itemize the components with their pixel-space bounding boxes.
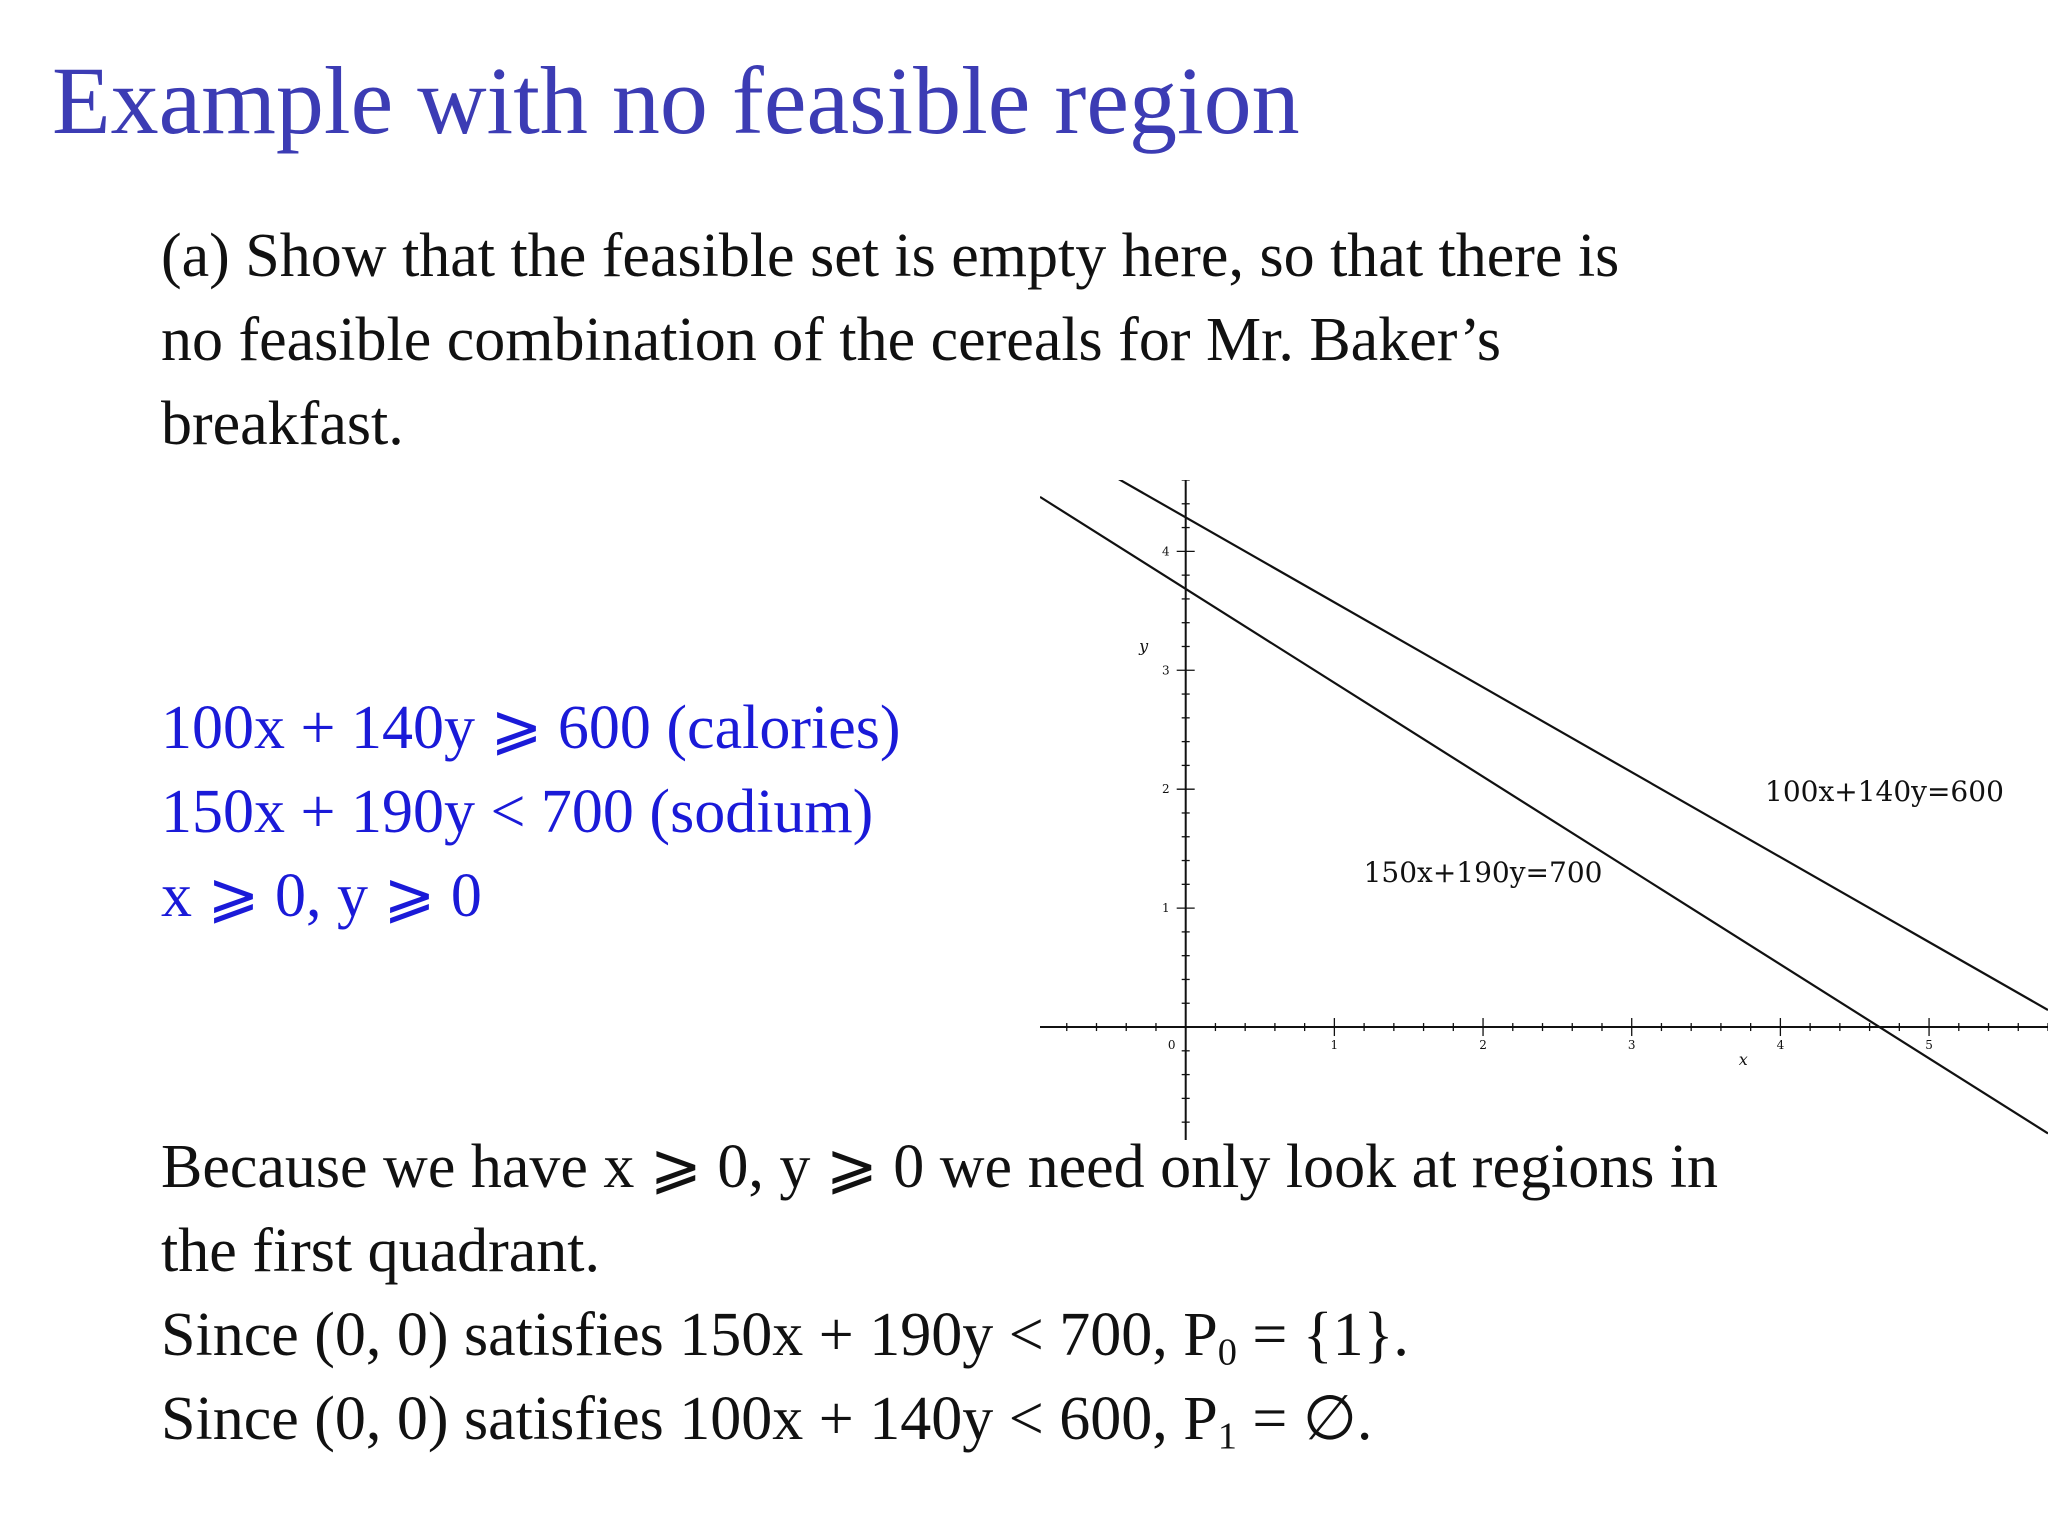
conclusion-line-4-result: = ∅.: [1236, 1385, 1373, 1453]
y-tick-label: 2: [1162, 782, 1170, 797]
x-axis-label: x: [1738, 1050, 1748, 1070]
conclusion-line-1: Because we have x ⩾ 0, y ⩾ 0 we need only look at regions in: [161, 1133, 1719, 1201]
x-tick-label: 4: [1776, 1038, 1785, 1053]
conclusion-line-3: [161, 1293, 1718, 1377]
p0-subscript: 0: [1217, 1331, 1237, 1374]
y-axis-label: y: [1139, 636, 1149, 656]
x-tick-label: 1: [1330, 1038, 1339, 1053]
x-tick-label: 5: [1925, 1038, 1933, 1053]
problem-line-3: breakfast.: [161, 390, 404, 458]
constraint-line-1: [1119, 480, 2048, 1010]
slide-title: Example with no feasible region: [52, 47, 1300, 154]
constraint-list: [161, 686, 901, 938]
conclusion-line-4-text: Since (0, 0) satisfies 100x + 140y < 600, P: [161, 1385, 1218, 1453]
x-tick-label: 3: [1627, 1038, 1636, 1053]
constraint-line-label: 150x+190y=700: [1363, 855, 1603, 889]
p1-subscript: 1: [1217, 1415, 1237, 1458]
problem-statement: [161, 214, 1619, 466]
x-tick-label: 0: [1167, 1038, 1176, 1053]
constraint-line-2: [1040, 497, 2048, 1134]
conclusion-text: [161, 1125, 1718, 1461]
constraint-line-label: 100x+140y=600: [1765, 775, 2004, 809]
y-tick-label: 3: [1162, 663, 1170, 678]
conclusion-line-3-result: = {1}.: [1236, 1301, 1409, 1369]
problem-line-2: no feasible combination of the cereals for Mr. Baker’s: [161, 306, 1502, 374]
x-tick-label: 2: [1479, 1038, 1487, 1053]
y-tick-label: 4: [1162, 544, 1170, 559]
constraint-calories: 100x + 140y ⩾ 600 (calories): [161, 694, 901, 762]
constraint-nonnegativity: x ⩾ 0, y ⩾ 0: [161, 862, 482, 930]
axes: [1040, 480, 2048, 1140]
problem-line-1: (a) Show that the feasible set is empty here, so that there is: [161, 222, 1620, 290]
constraint-graph: [1040, 480, 2048, 1140]
constraint-sodium: 150x + 190y < 700 (sodium): [161, 778, 874, 846]
conclusion-line-4: [161, 1377, 1718, 1461]
conclusion-line-2: the first quadrant.: [161, 1217, 601, 1285]
conclusion-line-3-text: Since (0, 0) satisfies 150x + 190y < 700, P: [161, 1301, 1218, 1369]
y-tick-label: 1: [1162, 901, 1170, 916]
line-labels: [1364, 775, 2004, 889]
